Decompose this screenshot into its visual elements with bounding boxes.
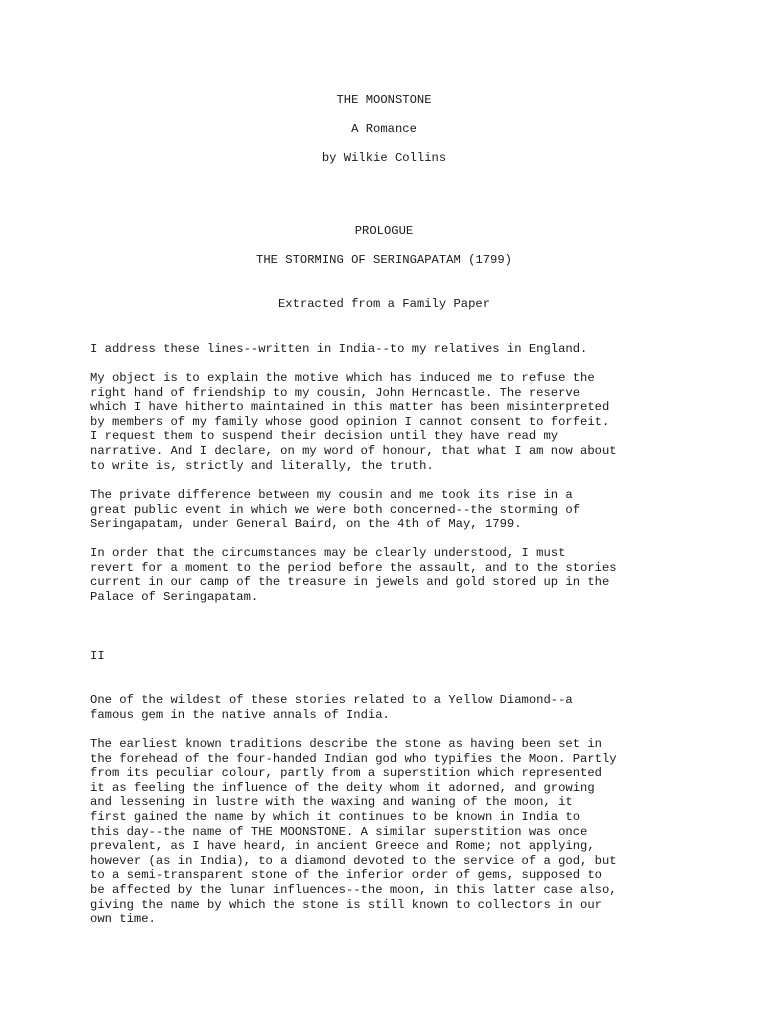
- paragraph: I address these lines--written in India--to my relatives in England.: [90, 342, 588, 356]
- author-line: by Wilkie Collins: [321, 151, 447, 165]
- document-title: THE MOONSTONE: [336, 93, 432, 107]
- document-subtitle: A Romance: [351, 122, 417, 136]
- paragraph: The private difference between my cousin and me took its rise in a great public event in which we were both concerned--the storming of Seringapatam, under General Baird, on the 4th of May, 1799.: [90, 488, 581, 532]
- section-heading: II: [90, 649, 105, 663]
- paragraph: One of the wildest of these stories related to a Yellow Diamond--a famous gem in the native annals of India.: [90, 693, 573, 722]
- prologue-label: PROLOGUE: [354, 224, 414, 238]
- paragraph: My object is to explain the motive which has induced me to refuse the right hand of friendship to my cousin, John Herncastle. The reserve which I have hitherto maintained in this matter has been misinterpreted by members of my family whose good opinion I cannot consent to forfeit. I request them to suspend their decision until they have read my narrative. And I declare, on my word of honour, that what I am now about to write is, strictly and literally, the truth.: [90, 371, 617, 473]
- source-note: Extracted from a Family Paper: [277, 297, 491, 311]
- paragraph: In order that the circumstances may be clearly understood, I must revert for a moment to the period before the assault, and to the stories current in our camp of the treasure in jewels and gold stored up in the Palace of Seringapatam.: [90, 546, 617, 604]
- paragraph: The earliest known traditions describe the stone as having been set in the forehead of the four-handed Indian god who typifies the Moon. Partly from its peculiar colour, partly from a superstition which represented it as feeling the influence of the deity whom it adorned, and growing and lessening in lustre with the waxing and waning of the moon, it first gained the name by which it continues to be known in India to this day--the name of THE MOONSTONE. A similar superstition was once prevalent, as I have heard, in ancient Greece and Rome; not applying, however (as in India), to a diamond devoted to the service of a god, but to a semi-transparent stone of the inferior order of gems, supposed to be affected by the lunar influences--the moon, in this latter case also, giving the name by which the stone is still known to collectors in our own time.: [90, 737, 617, 927]
- prologue-title: THE STORMING OF SERINGAPATAM (1799): [256, 253, 512, 267]
